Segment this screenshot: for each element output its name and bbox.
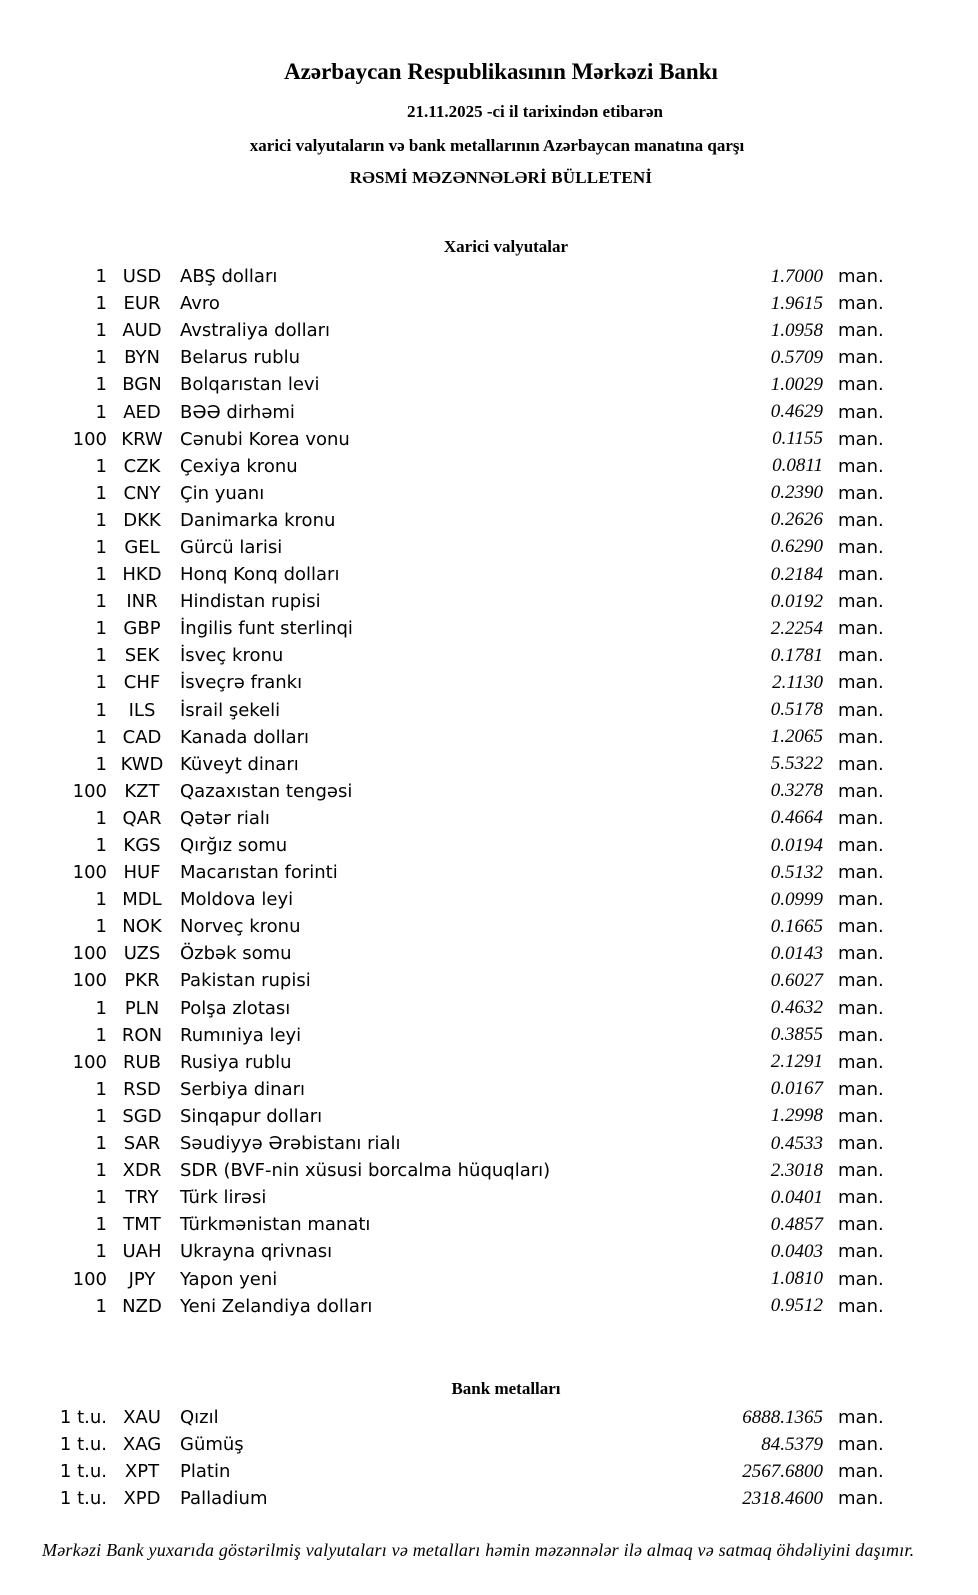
unit-label: man. [838,618,884,640]
quantity: 1 [95,1241,107,1263]
rate-row [0,832,890,859]
rate-row [0,1184,890,1211]
unit-label: man. [838,1407,884,1428]
currency-name: Moldova leyi [180,889,294,911]
rate-row [0,724,890,751]
unit-label: man. [838,536,884,558]
rate-row [0,859,890,886]
quantity: 1 [95,455,107,477]
currency-name: Rusiya rublu [180,1051,292,1073]
currency-code: NZD [122,1295,162,1317]
unit-label: man. [838,753,884,775]
rate-row [0,642,890,669]
rate-value: 0.0999 [770,888,823,910]
currency-name: Çin yuanı [180,482,265,504]
currency-code: XPT [124,1461,160,1482]
rate-row [0,1265,890,1292]
currency-name: Cənubi Korea vonu [180,428,350,450]
unit-label: man. [838,1488,884,1509]
currencies-table [0,263,890,1320]
effective-date-line: 21.11.2025 -ci il tarixindən etibarən [407,102,663,121]
currency-code: HKD [122,564,162,586]
rate-row [0,697,890,724]
unit-label: man. [838,807,884,829]
currency-code: TMT [123,1214,161,1236]
unit-label: man. [838,401,884,423]
quantity: 1 [95,536,107,558]
page-title: Azərbaycan Respublikasının Mərkəzi Bankı [284,59,718,84]
rate-value: 0.0192 [770,590,823,612]
rate-row [0,1022,890,1049]
currency-name: Özbək somu [180,943,292,965]
quantity: 1 [95,1024,107,1046]
quantity: 1 [95,672,107,694]
currency-code: DKK [123,509,161,531]
currency-name: Qırğız somu [180,835,288,857]
currency-code: XPD [123,1488,161,1509]
currency-name: Kanada dolları [180,726,310,748]
unit-label: man. [838,428,884,450]
quantity: 1 t.u. [59,1488,107,1509]
currency-name: Sinqapur dolları [180,1105,323,1127]
rate-value: 1.0029 [770,373,823,395]
rate-value: 1.0810 [770,1268,823,1290]
rate-value: 0.2390 [770,482,823,504]
currency-name: Gümüş [180,1434,244,1455]
currency-name: Norveç kronu [180,916,301,938]
rate-value: 2318.4600 [742,1487,823,1509]
rate-value: 0.0167 [770,1078,823,1100]
currency-name: Yapon yeni [180,1268,278,1290]
currency-name: Avstraliya dolları [180,320,331,342]
currency-code: KRW [121,428,163,450]
rate-value: 0.3855 [770,1024,823,1046]
rate-row [0,751,890,778]
unit-label: man. [838,862,884,884]
rate-value: 0.5709 [770,346,823,368]
rate-row [0,263,890,290]
currency-code: AED [123,401,161,423]
rate-value: 0.4664 [770,807,823,829]
currency-code: XDR [122,1160,162,1182]
unit-label: man. [838,1133,884,1155]
rate-row [0,317,890,344]
quantity: 100 [72,780,107,802]
unit-label: man. [838,293,884,315]
rate-row [0,534,890,561]
rate-row [0,1157,890,1184]
rate-value: 2567.6800 [742,1460,823,1482]
unit-label: man. [838,645,884,667]
rate-value: 0.0811 [772,455,823,477]
rate-row [0,967,890,994]
unit-label: man. [838,1295,884,1317]
currency-code: CAD [122,726,162,748]
rate-value: 0.1155 [772,428,823,450]
rate-value: 2.3018 [770,1159,823,1181]
rate-value: 0.0143 [770,942,823,964]
unit-label: man. [838,1160,884,1182]
rate-value: 0.5132 [770,861,823,883]
rate-value: 0.4629 [770,401,823,423]
unit-label: man. [838,943,884,965]
rate-value: 0.6027 [770,969,823,991]
quantity: 1 [95,266,107,288]
unit-label: man. [838,1214,884,1236]
currency-name: Qızıl [180,1407,219,1428]
unit-label: man. [838,726,884,748]
unit-label: man. [838,1051,884,1073]
quantity: 1 [95,645,107,667]
unit-label: man. [838,997,884,1019]
rate-row [0,371,890,398]
rate-value: 0.0403 [770,1240,823,1262]
currency-code: XAG [122,1434,162,1455]
page-subtitle: xarici valyutaların və bank metallarının Azərbaycan manatına qarşı [249,136,745,155]
rate-row [0,1049,890,1076]
currency-name: Küveyt dinarı [180,753,299,775]
currency-code: KWD [120,753,164,775]
currency-name: Səudiyyə Ərəbistanı rialı [180,1133,401,1155]
currency-code: RON [121,1024,163,1046]
rate-value: 0.0401 [770,1186,823,1208]
quantity: 1 [95,807,107,829]
rate-row [0,1404,890,1431]
quantity: 100 [72,428,107,450]
currency-name: Gürcü larisi [180,536,283,558]
metals-section-heading: Bank metalları [451,1379,561,1398]
quantity: 100 [72,943,107,965]
quantity: 1 [95,835,107,857]
rate-row [0,1431,890,1458]
rate-row [0,778,890,805]
rate-value: 0.4632 [770,997,823,1019]
quantity: 100 [72,1268,107,1290]
quantity: 1 [95,401,107,423]
currency-code: ILS [128,699,156,721]
rate-row [0,507,890,534]
currency-name: Honq Konq dolları [180,564,340,586]
quantity: 1 [95,1078,107,1100]
currency-code: PKR [124,970,160,992]
rate-row [0,886,890,913]
currency-name: İsrail şekeli [180,699,281,721]
unit-label: man. [838,1241,884,1263]
quantity: 1 [95,1295,107,1317]
currency-name: Pakistan rupisi [180,970,311,992]
rate-value: 1.0958 [770,319,823,341]
currency-code: SGD [122,1105,162,1127]
rate-value: 6888.1365 [742,1406,823,1428]
currency-code: NOK [122,916,162,938]
unit-label: man. [838,1268,884,1290]
currency-name: Türkmənistan manatı [180,1214,371,1236]
quantity: 1 [95,916,107,938]
unit-label: man. [838,780,884,802]
rate-value: 1.2998 [770,1105,823,1127]
quantity: 1 t.u. [59,1434,107,1455]
rate-value: 0.1665 [770,915,823,937]
currency-code: TRY [125,1187,159,1209]
quantity: 1 t.u. [59,1461,107,1482]
unit-label: man. [838,672,884,694]
unit-label: man. [838,970,884,992]
quantity: 1 [95,482,107,504]
unit-label: man. [838,1105,884,1127]
rate-row [0,995,890,1022]
unit-label: man. [838,591,884,613]
currency-name: Bolqarıstan levi [180,374,320,396]
rate-value: 84.5379 [761,1433,823,1455]
quantity: 1 [95,1214,107,1236]
quantity: 1 [95,293,107,315]
quantity: 1 [95,997,107,1019]
currency-name: İngilis funt sterlinqi [180,618,353,640]
rate-value: 2.1130 [772,671,823,693]
rate-row [0,344,890,371]
currency-code: GEL [124,536,160,558]
rate-row [0,453,890,480]
quantity: 100 [72,862,107,884]
currency-name: Yeni Zelandiya dolları [180,1295,373,1317]
rate-value: 0.3278 [770,780,823,802]
currency-code: MDL [122,889,162,911]
unit-label: man. [838,916,884,938]
rate-row [0,561,890,588]
rate-row [0,1485,890,1512]
unit-label: man. [838,347,884,369]
quantity: 1 [95,374,107,396]
rate-value: 5.5322 [770,753,823,775]
quantity: 100 [72,970,107,992]
currency-name: Türk lirəsi [180,1187,267,1209]
rate-row [0,940,890,967]
currency-code: INR [126,591,158,613]
quantity: 1 [95,591,107,613]
currency-name: Serbiya dinarı [180,1078,305,1100]
unit-label: man. [838,1024,884,1046]
currency-name: Qazaxıstan tengəsi [180,780,353,802]
quantity: 1 [95,347,107,369]
unit-label: man. [838,889,884,911]
unit-label: man. [838,374,884,396]
rate-value: 0.2184 [770,563,823,585]
currency-name: Qətər rialı [180,807,270,829]
rate-value: 0.6290 [770,536,823,558]
rate-value: 0.5178 [770,699,823,721]
unit-label: man. [838,1461,884,1482]
currency-code: CHF [123,672,161,694]
currency-name: Ukrayna qrivnası [180,1241,333,1263]
rate-row [0,615,890,642]
rate-value: 1.9615 [770,292,823,314]
currency-code: SEK [124,645,160,667]
currency-name: Danimarka kronu [180,509,336,531]
rate-row [0,1076,890,1103]
currency-code: QAR [122,807,162,829]
quantity: 1 [95,726,107,748]
rate-row [0,669,890,696]
currency-name: Çexiya kronu [180,455,298,477]
rate-row [0,1103,890,1130]
currency-name: ABŞ dolları [180,266,278,288]
currency-name: BƏƏ dirhəmi [180,401,295,423]
currency-code: RSD [123,1078,161,1100]
unit-label: man. [838,1434,884,1455]
rate-value: 0.2626 [770,509,823,531]
currency-code: KGS [123,835,161,857]
currency-name: Polşa zlotası [180,997,291,1019]
currency-code: SAR [123,1133,161,1155]
currency-code: XAU [123,1407,161,1428]
quantity: 1 [95,1105,107,1127]
rate-row [0,805,890,832]
quantity: 1 [95,753,107,775]
metals-table [0,1404,890,1512]
currency-code: KZT [124,780,160,802]
quantity: 1 [95,1133,107,1155]
rate-row [0,1458,890,1485]
currency-name: Rumıniya leyi [180,1024,302,1046]
rate-row [0,398,890,425]
quantity: 1 [95,564,107,586]
bulletin-title: RƏSMİ MƏZƏNNƏLƏRİ BÜLLETENİ [349,168,653,187]
rate-value: 0.9512 [770,1295,823,1317]
rate-row [0,913,890,940]
rate-value: 0.0194 [770,834,823,856]
quantity: 1 [95,618,107,640]
rate-value: 0.4533 [770,1132,823,1154]
rate-row [0,1238,890,1265]
rate-row [0,1211,890,1238]
rate-value: 2.1291 [770,1051,823,1073]
unit-label: man. [838,509,884,531]
quantity: 1 [95,1187,107,1209]
unit-label: man. [838,1078,884,1100]
quantity: 1 [95,889,107,911]
rate-row [0,480,890,507]
rate-row [0,1293,890,1320]
unit-label: man. [838,1187,884,1209]
currency-name: Platin [180,1461,231,1482]
disclaimer-note: Mərkəzi Bank yuxarıda göstərilmiş valyutaları və metalları həmin məzənnələr ilə almaq və satmaq öhdəliyini daşımır. [42,1540,915,1560]
rate-value: 1.2065 [770,726,823,748]
currency-name: İsveçrə frankı [180,672,303,694]
rate-row [0,426,890,453]
currency-name: Belarus rublu [180,347,301,369]
rate-row [0,290,890,317]
currency-code: AUD [122,320,162,342]
currency-code: RUB [122,1051,162,1073]
currency-code: GBP [123,618,161,640]
currency-code: CNY [123,482,161,504]
currencies-section-heading: Xarici valyutalar [443,237,569,256]
currency-code: PLN [124,997,160,1019]
currency-name: İsveç kronu [180,645,284,667]
currency-name: Hindistan rupisi [180,591,321,613]
currency-code: CZK [123,455,161,477]
currency-name: Avro [180,293,220,315]
rate-row [0,588,890,615]
currency-name: SDR (BVF-nin xüsusi borcalma hüquqları) [180,1160,551,1182]
currency-code: UZS [123,943,161,965]
rate-value: 1.7000 [770,265,823,287]
currency-code: BYN [124,347,160,369]
currency-name: Macarıstan forinti [180,862,338,884]
quantity: 1 t.u. [59,1407,107,1428]
quantity: 100 [72,1051,107,1073]
unit-label: man. [838,320,884,342]
unit-label: man. [838,835,884,857]
rate-value: 0.1781 [770,644,823,666]
quantity: 1 [95,320,107,342]
unit-label: man. [838,266,884,288]
unit-label: man. [838,699,884,721]
quantity: 1 [95,699,107,721]
currency-code: JPY [128,1268,156,1290]
currency-code: BGN [122,374,162,396]
unit-label: man. [838,564,884,586]
currency-code: HUF [123,862,161,884]
currency-code: USD [122,266,162,288]
currency-name: Palladium [180,1488,268,1509]
rate-value: 0.4857 [770,1213,823,1235]
currency-code: UAH [122,1241,162,1263]
quantity: 1 [95,1160,107,1182]
rate-value: 2.2254 [770,617,823,639]
rate-row [0,1130,890,1157]
quantity: 1 [95,509,107,531]
currency-code: EUR [123,293,161,315]
unit-label: man. [838,482,884,504]
unit-label: man. [838,455,884,477]
